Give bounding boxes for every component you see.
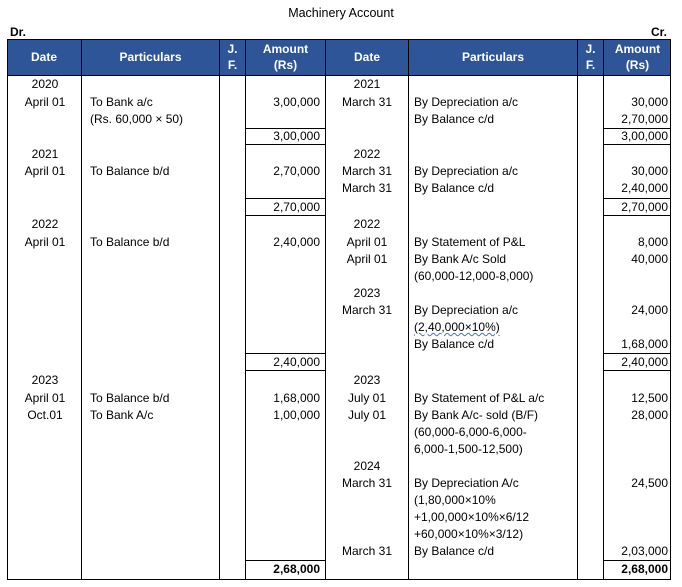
credit-date: April 01 [346,235,388,249]
credit-year: 2021 [353,77,381,91]
debit-amount: 1,00,000 [273,408,320,422]
credit-amount: 1,68,000 [621,337,668,351]
debit-year: 2022 [31,217,59,231]
debit-amount: 3,00,000 [273,95,320,109]
credit-particulars: By Statement of P&L a/c [414,391,545,405]
credit-particulars: (60,000-6,000-6,000- [414,425,527,439]
debit-particulars: To Bank a/c [90,95,153,109]
credit-particulars: By Balance c/d [414,112,495,126]
credit-amount: 8,000 [637,235,668,249]
credit-date: March 31 [341,164,393,178]
credit-amount: 2,40,000 [621,181,668,195]
credit-amount: 30,000 [631,164,668,178]
debit-total: 2,70,000 [273,200,320,214]
header-date-credit: Date [353,50,380,64]
header-amount-line2: (Rs) [273,58,298,72]
header-particulars-credit: Particulars [461,50,525,64]
credit-particulars: By Balance c/d [414,544,495,558]
credit-particulars: By Depreciation A/c [414,476,519,490]
credit-label: Cr. [651,25,668,39]
debit-year: 2020 [31,77,59,91]
debit-year: 2021 [31,147,59,161]
debit-total: 3,00,000 [273,129,320,143]
credit-particulars: By Balance c/d [414,337,495,351]
header-amount-line1: Amount [262,42,309,56]
credit-amount: 30,000 [631,95,668,109]
credit-particulars: +1,00,000×10%×6/12 [414,510,530,524]
credit-amount: 28,000 [631,408,668,422]
credit-date: July 01 [347,408,387,422]
credit-particulars: By Statement of P&L [414,235,526,249]
debit-date: April 01 [24,235,66,249]
credit-amount: 24,500 [631,476,668,490]
credit-date: March 31 [341,181,393,195]
debit-date: April 01 [24,391,66,405]
ledger-table [7,39,671,580]
debit-label: Dr. [10,25,27,39]
header-particulars-debit: Particulars [119,50,182,64]
credit-year: 2023 [353,373,381,387]
credit-date: March 31 [341,544,393,558]
credit-particulars: +60,000×10%×3/12) [414,527,524,541]
credit-particulars: By Balance c/d [414,181,495,195]
credit-amount: 12,500 [631,391,668,405]
header-jf-credit [578,39,603,75]
credit-year: 2022 [353,217,381,231]
credit-particulars: (1,80,000×10% [414,493,496,507]
credit-total: 3,00,000 [621,129,668,143]
header-jf-line2: F. [585,58,596,72]
credit-total: 2,40,000 [621,355,668,369]
debit-date: April 01 [24,164,66,178]
credit-particulars: By Depreciation a/c [414,303,519,317]
credit-particulars: By Bank A/c- sold (B/F) [414,408,539,422]
credit-total: 2,70,000 [621,200,668,214]
debit-particulars: (Rs. 60,000 × 50) [90,112,184,126]
header-amount-credit [604,39,671,75]
credit-date: April 01 [346,252,388,266]
credit-date: March 31 [341,303,393,317]
credit-amount: 40,000 [631,252,668,266]
debit-year: 2023 [31,373,59,387]
debit-particulars: To Bank A/c [90,408,154,422]
header-amount-debit [246,39,325,75]
debit-amount: 2,70,000 [273,164,320,178]
credit-particulars: By Bank A/c Sold [414,252,507,266]
account-title: Machinery Account [288,6,394,20]
header-amount-line2: (Rs) [625,58,650,72]
header-date-debit: Date [30,50,57,64]
credit-year: 2022 [353,147,381,161]
credit-year: 2023 [353,286,381,300]
credit-date: July 01 [347,391,387,405]
credit-amount: 2,03,000 [621,544,668,558]
debit-particulars: To Balance b/d [90,235,170,249]
debit-total: 2,40,000 [273,355,320,369]
credit-particulars: By Depreciation a/c [414,164,519,178]
credit-year: 2024 [353,459,381,473]
debit-total: 2,68,000 [273,562,320,576]
credit-amount: 2,70,000 [621,112,668,126]
header-jf-debit [220,39,245,75]
credit-particulars: 6,000-1,500-12,500) [414,442,523,456]
debit-particulars: To Balance b/d [90,164,170,178]
credit-amount: 24,000 [631,303,668,317]
credit-date: March 31 [341,95,393,109]
debit-amount: 1,68,000 [273,391,320,405]
debit-amount: 2,40,000 [273,235,320,249]
credit-total: 2,68,000 [621,562,668,576]
header-jf-line2: F. [227,58,238,72]
credit-date: March 31 [341,476,393,490]
header-amount-line1: Amount [614,42,661,56]
credit-particulars: By Depreciation a/c [414,95,519,109]
debit-date: April 01 [24,95,66,109]
header-jf-line1: J. [585,42,596,56]
debit-particulars: To Balance b/d [90,391,170,405]
credit-particulars: (60,000-12,000-8,000) [414,269,534,283]
credit-particulars: (2,40,000×10%) [414,320,500,334]
header-jf-line1: J. [227,42,238,56]
debit-date: Oct.01 [27,408,63,422]
